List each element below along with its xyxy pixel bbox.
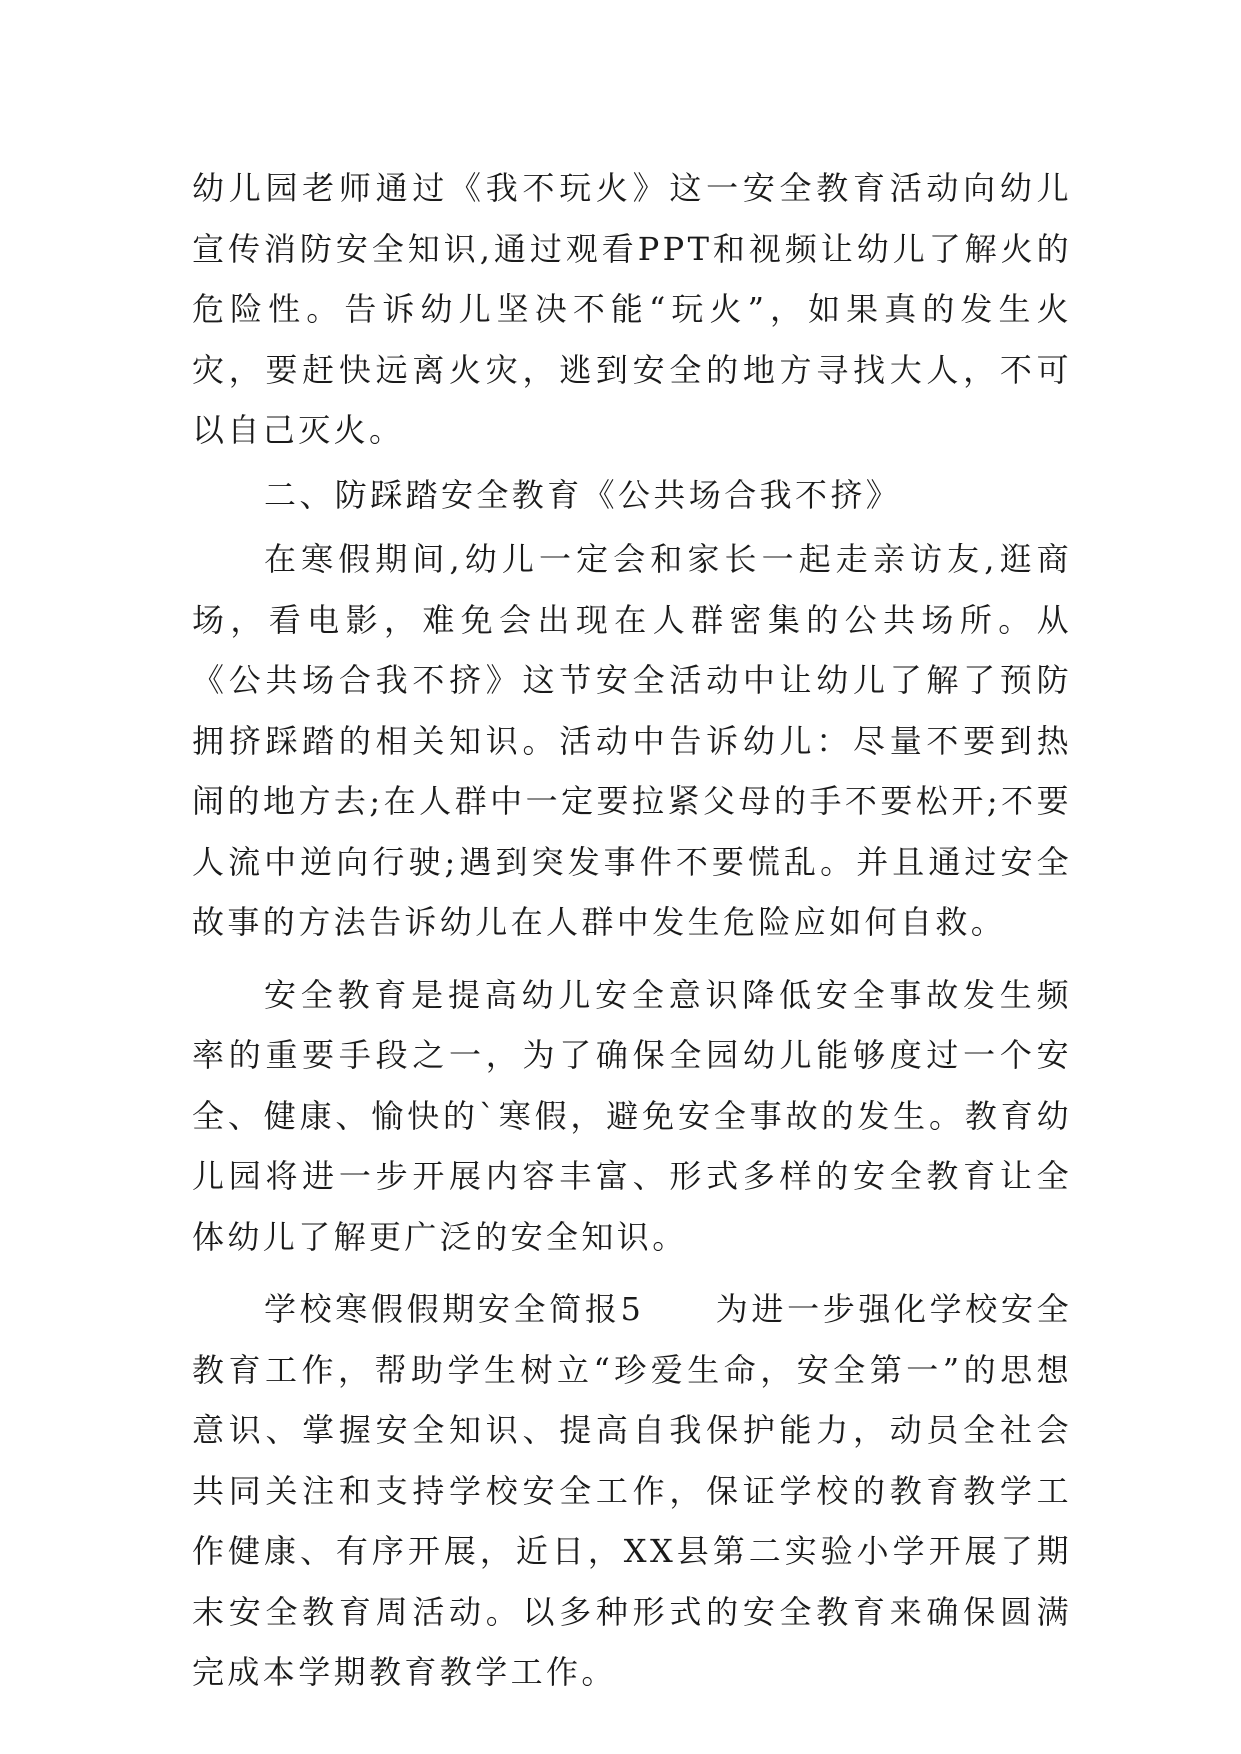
document-body [192, 158, 1072, 1703]
section-heading-stampede-safety: 二、防踩踏安全教育《公共场合我不挤》 [264, 475, 902, 514]
paragraph-crowd-safety: 在寒假期间,幼儿一定会和家长一起走亲访友,逛商场，看电影，难免会出现在人群密集的公共场所。从《公共场合我不挤》这节安全活动中让幼儿了解了预防拥挤踩踏的相关知识。活动中告诉幼儿：尽量不要到热闹的地方去;在人群中一定要拉紧父母的手不要松开;不要人流中逆向行驶;遇到突发事件不要慌乱。并且通过安全故事的方法告诉幼儿在人群中发生危险应如何自救。 [192, 540, 1072, 941]
paragraph-safety-education-summary: 安全教育是提高幼儿安全意识降低安全事故发生频率的重要手段之一，为了确保全园幼儿能够度过一个安全、健康、愉快的`寒假，避免安全事故的发生。教育幼儿园将进一步开展内容丰富、形式多样的安全教育让全体幼儿了解更广泛的安全知识。 [192, 975, 1072, 1256]
paragraph-school-bulletin-5: 学校寒假假期安全简报5 为进一步强化学校安全教育工作，帮助学生树立“珍爱生命，安全第一”的思想意识、掌握安全知识、提高自我保护能力，动员全社会共同关注和支持学校安全工作，保证学校的教育教学工作健康、有序开展，近日，XX县第二实验小学开展了期末安全教育周活动。以多种形式的安全教育来确保圆满完成本学期教育教学工作。 [192, 1290, 1072, 1691]
paragraph-fire-safety: 幼儿园老师通过《我不玩火》这一安全教育活动向幼儿宣传消防安全知识,通过观看PPT和视频让幼儿了解火的危险性。告诉幼儿坚决不能“玩火”，如果真的发生火灾，要赶快远离火灾，逃到安全的地方寻找大人，不可以自己灭火。 [192, 169, 1072, 449]
